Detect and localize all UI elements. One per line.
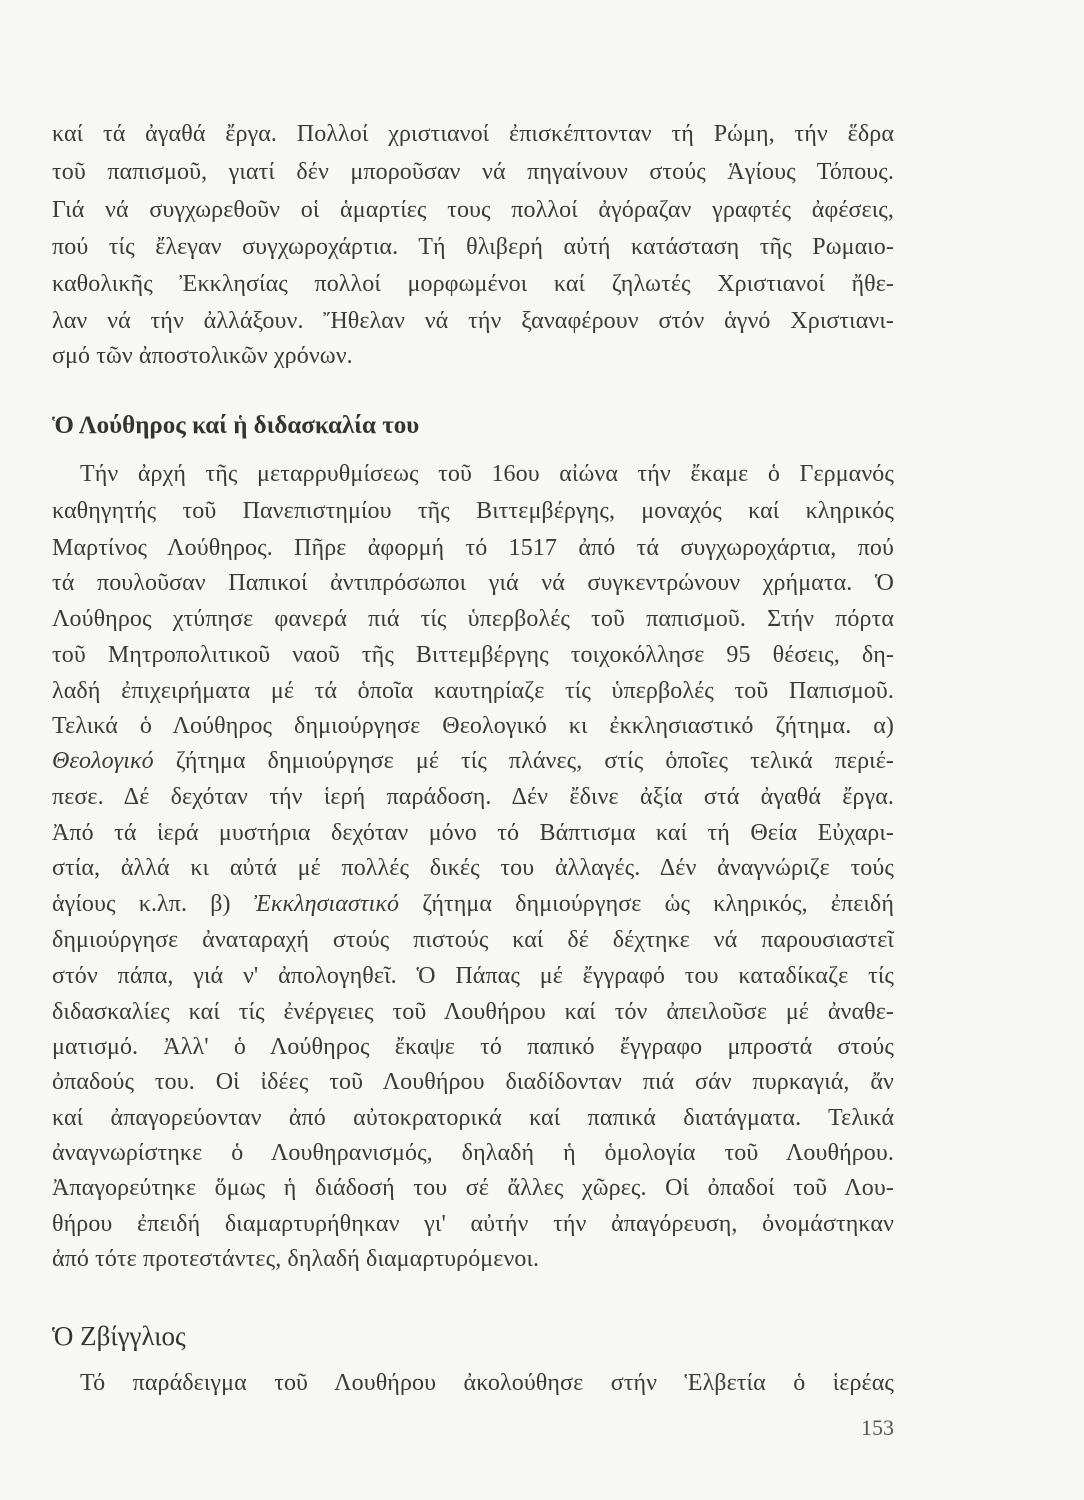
text-line: ματισμό. Ἀλλ' ὁ Λούθηρος ἔκαψε τό παπικό ἔγγραφο μπροστά στούς xyxy=(52,1034,894,1060)
text-line: καί ἀπαγορεύονταν ἀπό αὐτοκρατορικά καί παπικά διατάγματα. Τελικά xyxy=(52,1105,894,1131)
text-line: καθηγητής τοῦ Πανεπιστημίου τῆς Βιττεμβέργης, μοναχός καί κληρικός xyxy=(52,498,894,524)
text-line: πεσε. Δέ δεχόταν τήν ἱερή παράδοση. Δέν ἔδινε ἀξία στά ἀγαθά ἔργα. xyxy=(52,784,894,810)
text-line xyxy=(52,888,894,920)
italic-term: Ἐκκλησιαστικό xyxy=(253,891,400,917)
text-line: στία, ἀλλά κι αὐτά μέ πολλές δικές του ἀλλαγές. Δέν ἀναγνώριζε τούς xyxy=(52,855,894,881)
text-line: ὀπαδούς του. Οἱ ἰδέες τοῦ Λουθήρου διαδίδονταν πιά σάν πυρκαγιά, ἄν xyxy=(52,1069,894,1095)
text-line: Ἀπό τά ἱερά μυστήρια δεχόταν μόνο τό Βάπτισμα καί τή Θεία Εὐχαρι- xyxy=(52,820,894,846)
text-line: λαδή ἐπιχειρήματα μέ τά ὁποῖα καυτηρίαζε τίς ὑπερβολές τοῦ Παπισμοῦ. xyxy=(52,678,894,704)
text-line: καθολικῆς Ἐκκλησίας πολλοί μορφωμένοι καί ζηλωτές Χριστιανοί ἤθε- xyxy=(52,271,894,297)
text-line: τοῦ Μητροπολιτικοῦ ναοῦ τῆς Βιττεμβέργης τοιχοκόλλησε 95 θέσεις, δη- xyxy=(52,642,894,668)
text-line: ἀπό τότε προτεστάντες, δηλαδή διαμαρτυρόμενοι. xyxy=(52,1246,540,1272)
text-line: στόν πάπα, γιά ν' ἀπολογηθεῖ. Ὁ Πάπας μέ ἔγγραφό του καταδίκαζε τίς xyxy=(52,963,894,989)
text-line: λαν νά τήν ἀλλάξουν. Ἤθελαν νά τήν ξαναφέρουν στόν ἁγνό Χριστιανι- xyxy=(52,308,894,334)
text-line: Γιά νά συγχωρεθοῦν οἱ ἁμαρτίες τους πολλοί ἀγόραζαν γραφτές ἀφέσεις, xyxy=(52,197,894,223)
text-line: θήρου ἐπειδή διαμαρτυρήθηκαν γι' αὐτήν τήν ἀπαγόρευση, ὀνομάστηκαν xyxy=(52,1211,894,1237)
section-heading-luther: Ὁ Λούθηρος καί ἡ διδασκαλία του xyxy=(52,412,420,439)
text-line: Ἀπαγορεύτηκε ὅμως ἡ διάδοσή του σέ ἄλλες χῶρες. Οἱ ὀπαδοί τοῦ Λου- xyxy=(52,1175,894,1201)
italic-term: Θεολογικό xyxy=(52,748,154,774)
section-heading-zwingli: Ὁ Ζβίγγλιος xyxy=(52,1321,186,1351)
text-line: Τήν ἀρχή τῆς μεταρρυθμίσεως τοῦ 16ου αἰώνα τήν ἔκαμε ὁ Γερμανός xyxy=(80,461,894,487)
text-span: ζήτημα δημιούργησε μέ τίς πλάνες, στίς ὁποῖες τελικά περιέ- xyxy=(153,748,894,774)
text-line: διδασκαλίες καί τίς ἐνέργειες τοῦ Λουθήρου καί τόν ἀπειλοῦσε μέ ἀναθε- xyxy=(52,999,894,1025)
page-number: 153 xyxy=(861,1415,894,1440)
text-line: σμό τῶν ἀποστολικῶν χρόνων. xyxy=(52,343,353,369)
text-line: Μαρτίνος Λούθηρος. Πῆρε ἀφορμή τό 1517 ἀπό τά συγχωροχάρτια, πού xyxy=(52,535,894,561)
text-line: τοῦ παπισμοῦ, γιατί δέν μποροῦσαν νά πηγαίνουν στούς Ἁγίους Τόπους. xyxy=(52,159,894,185)
text-line: δημιούργησε ἀναταραχή στούς πιστούς καί δέ δέχτηκε νά παρουσιαστεῖ xyxy=(52,927,894,953)
text-line: ἀναγνωρίστηκε ὁ Λουθηρανισμός, δηλαδή ἡ ὁμολογία τοῦ Λουθήρου. xyxy=(52,1140,894,1166)
text-line: Τελικά ὁ Λούθηρος δημιούργησε Θεολογικό κι ἐκκλησιαστικό ζήτημα. α) xyxy=(52,713,894,739)
text-line: τά πουλοῦσαν Παπικοί ἀντιπρόσωποι γιά νά συγκεντρώνουν χρήματα. Ὁ xyxy=(52,570,894,596)
text-span: ἁγίους κ.λπ. β) xyxy=(52,891,254,917)
text-span: ζήτημα δημιούργησε ὡς κληρικός, ἐπειδή xyxy=(399,891,894,917)
text-line: πού τίς ἔλεγαν συγχωροχάρτια. Τή θλιβερή αὐτή κατάσταση τῆς Ρωμαιο- xyxy=(52,234,894,260)
text-line xyxy=(52,745,894,777)
text-line: καί τά ἀγαθά ἔργα. Πολλοί χριστιανοί ἐπισκέπτονταν τή Ρώμη, τήν ἕδρα xyxy=(52,121,894,147)
text-line: Λούθηρος χτύπησε φανερά πιά τίς ὑπερβολές τοῦ παπισμοῦ. Στήν πόρτα xyxy=(52,606,894,632)
text-line: Τό παράδειγμα τοῦ Λουθήρου ἀκολούθησε στήν Ἑλβετία ὁ ἱερέας xyxy=(80,1370,894,1396)
